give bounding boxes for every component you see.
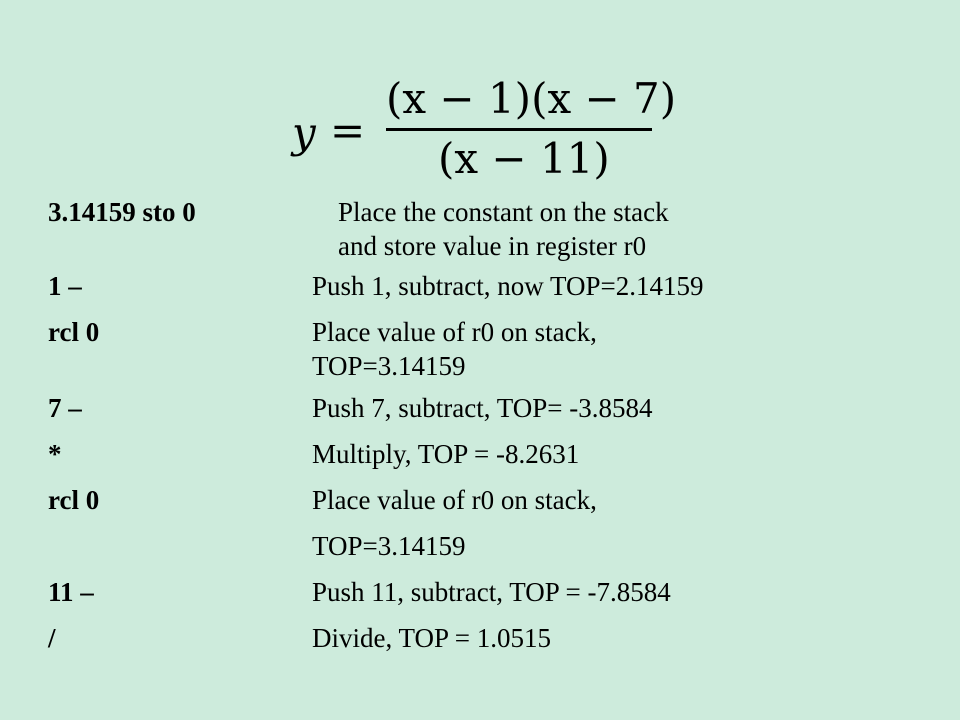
description-line: Push 11, subtract, TOP = -7.8584	[312, 577, 671, 607]
formula	[288, 70, 677, 190]
command: rcl 0	[48, 485, 100, 515]
description-line: Divide, TOP = 1.0515	[312, 623, 551, 653]
description-line: Push 1, subtract, now TOP=2.14159	[312, 271, 704, 301]
description-line: and store value in register r0	[338, 231, 647, 261]
formula-equals: =	[330, 106, 366, 155]
description	[312, 529, 466, 563]
instruction-table	[48, 195, 928, 655]
command: 1 –	[48, 271, 82, 301]
description-line: TOP=3.14159	[312, 351, 466, 381]
instruction-row	[48, 529, 928, 563]
instruction-row	[48, 391, 928, 425]
description-line: Place value of r0 on stack,	[312, 317, 597, 347]
description	[312, 437, 579, 471]
formula-numerator: (x − 1)(x − 7)	[386, 74, 677, 123]
command: 3.14159 sto 0	[48, 197, 196, 227]
description-line: Place the constant on the stack	[338, 197, 669, 227]
description	[312, 575, 671, 609]
description-line: Multiply, TOP = -8.2631	[312, 439, 580, 469]
instruction-row	[48, 269, 928, 303]
instruction-row	[48, 483, 928, 517]
command: rcl 0	[48, 317, 100, 347]
instruction-row	[48, 621, 928, 655]
description-line: TOP=3.14159	[312, 531, 466, 561]
description-line: Push 7, subtract, TOP= -3.8584	[312, 393, 653, 423]
command: /	[48, 623, 56, 653]
command: 11 –	[48, 577, 94, 607]
fraction-bar	[386, 128, 652, 131]
description	[312, 391, 653, 425]
description	[312, 483, 597, 517]
command: 7 –	[48, 393, 82, 423]
formula-denominator: (x − 11)	[438, 134, 610, 183]
description-line: Place value of r0 on stack,	[312, 485, 597, 515]
instruction-row	[48, 195, 928, 263]
instruction-row	[48, 315, 928, 383]
command: *	[48, 439, 62, 469]
description	[338, 195, 669, 263]
formula-lhs: y	[292, 108, 316, 157]
description	[312, 621, 551, 655]
instruction-row	[48, 437, 928, 471]
instruction-row	[48, 575, 928, 609]
description	[312, 269, 704, 303]
description	[312, 315, 597, 383]
